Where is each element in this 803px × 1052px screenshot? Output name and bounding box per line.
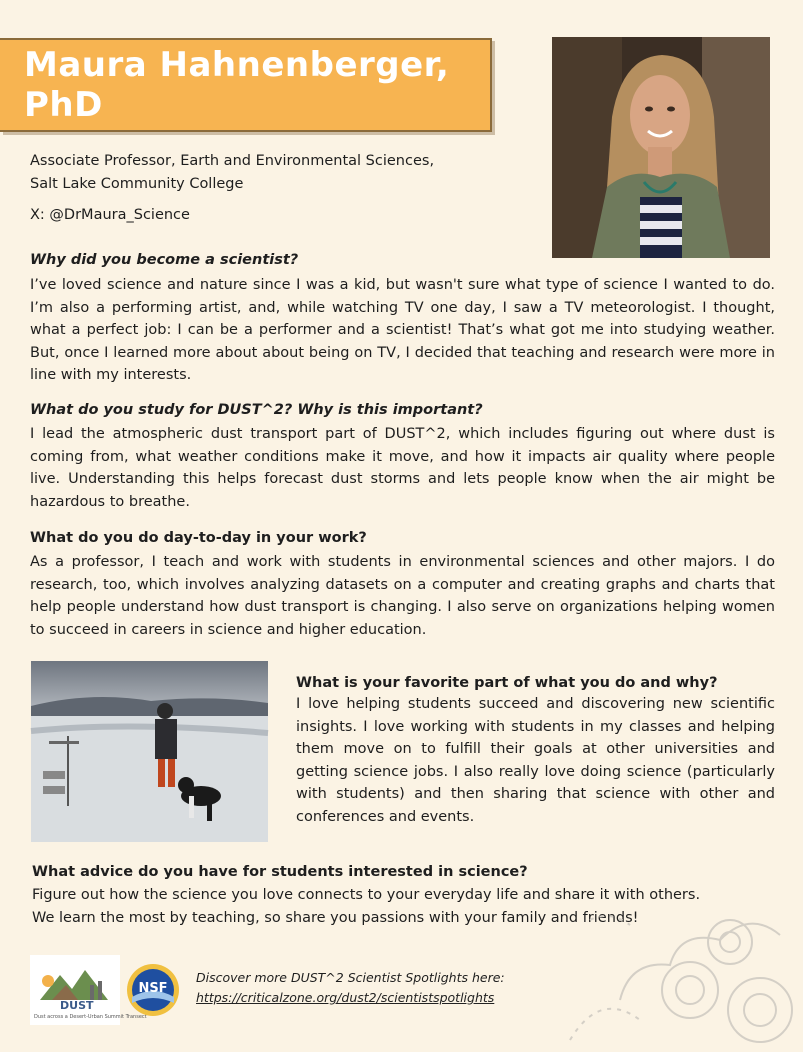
section-answer-line-1: Figure out how the science you love connects to your everyday life and share it with others. [32,887,701,903]
cloud-swirl-decoration [560,880,803,1048]
section-answer: I’ve loved science and nature since I was a kid, but wasn't sure what type of science I wanted to do. I’m also a performing artist, and, while watching TV one day, I saw a TV meteorologist. I thought, what a perfect job: I can be a performer and a scientist! That’s what got me into studying weather. But, once I learned more about about being on TV, I decided that teaching and research were more in line with my interests. [30,277,775,383]
section-favorite-part [296,675,775,828]
section-why-scientist [30,252,775,387]
page-title: Maura Hahnenberger, PhD [24,45,450,125]
section-question: What is your favorite part of what you do and why? [296,675,718,691]
section-question: What do you do day-to-day in your work? [30,530,367,546]
spotlights-link[interactable]: https://criticalzone.org/dust2/scientistspotlights [196,990,495,1005]
field-photo [31,661,268,842]
nsf-logo [126,963,180,1017]
section-answer: As a professor, I teach and work with students in environmental sciences and other majors. I do research, too, which involves analyzing datasets on a computer and creating graphs and charts that help people understand how dust transport is changing. I also serve on organizations helping women to succeed in careers in science and higher education. [30,554,775,638]
dust-logo-text: DUST [60,999,94,1012]
section-answer-line-2: We learn the most by teaching, so share you passions with your family and friends! [32,909,639,926]
section-day-to-day [30,530,775,641]
footer-spotlight [196,968,505,1008]
section-answer: I lead the atmospheric dust transport part of DUST^2, which includes figuring out where dust is coming from, what weather conditions make it move, and how it impacts air quality where people live. Understanding this helps forecast dust storms and lets people know when the air might be hazardous to breathe. [30,426,775,510]
affiliation-institution: Salt Lake Community College [30,176,244,192]
footer-discover-text: Discover more DUST^2 Scientist Spotlights here: [196,970,505,985]
affiliation-title: Associate Professor, Earth and Environmental Sciences, [30,153,435,169]
section-question: What do you study for DUST^2? Why is this important? [30,402,483,418]
nsf-logo-text: NSF [138,981,168,996]
section-what-study [30,402,775,513]
section-answer: I love helping students succeed and discovering new scientific insights. I love working with students in my classes and helping them move on to fulfill their goals at other universities and getting science jobs. I also really love doing science (particularly with students) and then sharing that science with other and conferences and events. [296,696,775,825]
section-question: Why did you become a scientist? [30,252,299,268]
affiliation [30,150,434,196]
portrait-photo [552,37,770,258]
title-banner [0,38,492,132]
section-question: What advice do you have for students interested in science? [32,864,528,880]
dust-logo-tagline: Dust across a Desert-Urban Summit Transect [34,1014,147,1020]
dust-logo [30,955,147,1025]
social-handle: X: @DrMaura_Science [30,207,190,223]
